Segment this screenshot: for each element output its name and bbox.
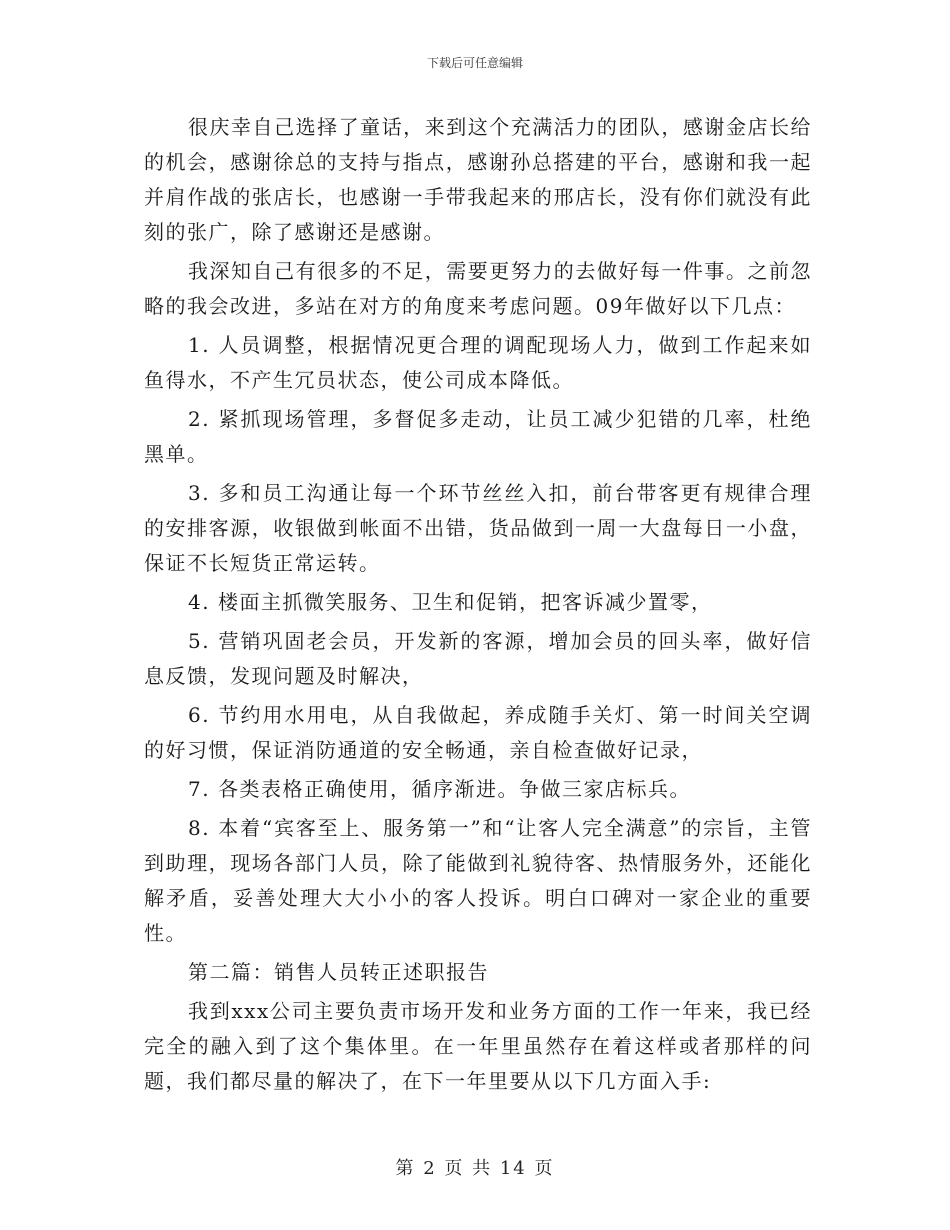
document-body (144, 110, 812, 1099)
list-item-7: 7. 各类表格正确使用，循序渐进。争做三家店标兵。 (188, 777, 691, 801)
list-item-3: 3. 多和员工沟通让每一个环节丝丝入扣，前台带客更有规律合理的安排客源，收银做到帐面不出错，货品做到一周一大盘每日一小盘，保证不长短货正常运转。 (144, 481, 812, 575)
list-item-1: 1. 人员调整，根据情况更合理的调配现场人力，做到工作起来如鱼得水，不产生冗员状态，使公司成本降低。 (144, 333, 812, 392)
list-item-8: 8. 本着“宾客至上、服务第一”和“让客人完全满意”的宗旨，主管到助理，现场各部门人员，除了能做到礼貌待客、热情服务外，还能化解矛盾，妥善处理大大小小的客人投诉。明白口碑对一家企业的重要性。 (144, 816, 812, 945)
paragraph-section-two: 我到xxx公司主要负责市场开发和业务方面的工作一年来，我已经完全的融入到了这个集体里。在一年里虽然存在着这样或者那样的问题，我们都尽量的解决了，在下一年里要从以下几方面入手: (144, 999, 812, 1093)
page-header: 下载后可任意编辑 (426, 56, 523, 70)
list-item-6: 6. 节约用水用电，从自我做起，养成随手关灯、第一时间关空调的好习惯，保证消防通道的安全畅通，亲自检查做好记录， (144, 703, 812, 762)
section-heading: 第二篇：销售人员转正述职报告 (188, 960, 489, 984)
list-item-2: 2. 紧抓现场管理，多督促多走动，让员工减少犯错的几率，杜绝黑单。 (144, 407, 812, 466)
paragraph-thanks: 很庆幸自己选择了童话，来到这个充满活力的团队，感谢金店长给的机会，感谢徐总的支持与指点，感谢孙总搭建的平台，感谢和我一起并肩作战的张店长，也感谢一手带我起来的邢店长，没有你们就没有此刻的张广，除了感谢还是感谢。 (144, 115, 812, 244)
paragraph-intro-plan: 我深知自己有很多的不足，需要更努力的去做好每一件事。之前忽略的我会改进，多站在对方的角度来考虑问题。09年做好以下几点： (144, 259, 812, 318)
list-item-4: 4. 楼面主抓微笑服务、卫生和促销，把客诉减少置零， (188, 590, 713, 614)
list-item-5: 5. 营销巩固老会员，开发新的客源，增加会员的回头率，做好信息反馈，发现问题及时解决， (144, 629, 812, 688)
page-number: 第 2 页 共 14 页 (395, 1158, 555, 1179)
